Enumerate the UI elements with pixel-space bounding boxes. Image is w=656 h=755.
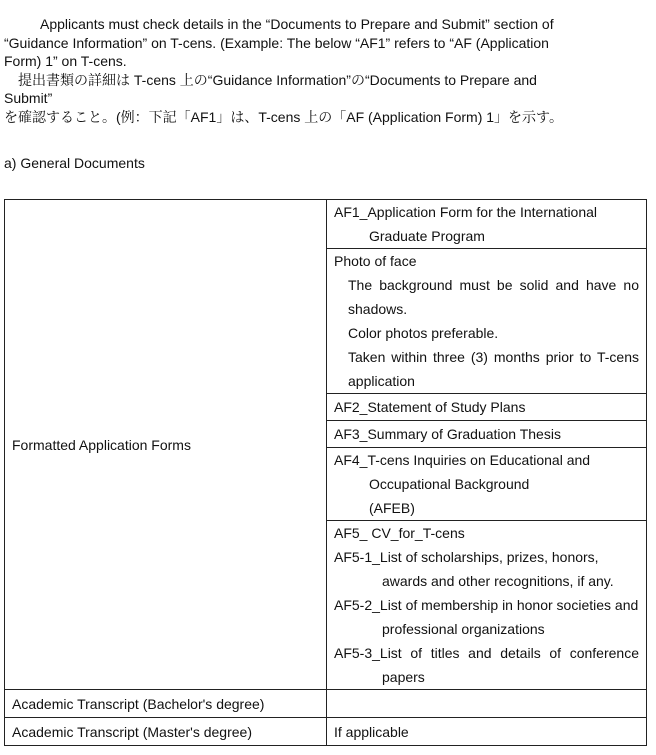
- table-row: [5, 690, 647, 718]
- master-transcript-label: Academic Transcript (Master's degree): [5, 718, 327, 746]
- af5-3-line-1: AF5-3_List of titles and details of conference: [334, 645, 639, 661]
- af5-3-line-2: papers: [382, 669, 425, 685]
- af1-line-1: AF1_Application Form for the International: [334, 204, 598, 220]
- af5-1-line-2: awards and other recognitions, if any.: [382, 573, 614, 589]
- af5-cell: [327, 521, 647, 690]
- photo-title: Photo of face: [334, 253, 417, 269]
- bachelor-transcript-label: Academic Transcript (Bachelor's degree): [5, 690, 327, 718]
- intro-ja-line-3: を確認すること。(例：下記「AF1」は、T-cens 上の「AF (Application Form) 1」を示す。: [4, 108, 563, 125]
- af5-2-line-2: professional organizations: [382, 621, 545, 637]
- photo-req-2: Color photos preferable.: [348, 325, 499, 341]
- intro-text: [4, 15, 644, 126]
- photo-req-3: Taken within three (3) months prior to T-cens: [348, 349, 639, 365]
- af1-line-2: Graduate Program: [369, 228, 485, 244]
- af3-cell: AF3_Summary of Graduation Thesis: [327, 421, 647, 448]
- intro-ja-line-1: 提出書類の詳細は T-cens 上の“Guidance Information”の“Documents to Prepare and: [18, 71, 537, 88]
- af4-line-2: Occupational Background: [369, 476, 530, 492]
- table-row: [5, 200, 647, 249]
- intro-en-line-3: Form) 1” on T-cens.: [4, 53, 127, 69]
- documents-table: [4, 199, 647, 746]
- af5-1-line-1: AF5-1_List of scholarships, prizes, honors,: [334, 549, 599, 565]
- section-title: a) General Documents: [4, 155, 145, 171]
- af2-cell: AF2_Statement of Study Plans: [327, 394, 647, 421]
- photo-cell: [327, 249, 647, 394]
- af4-line-3: (AFEB): [369, 500, 415, 516]
- af5-2-line-1: AF5-2_List of membership in honor societies and: [334, 597, 639, 613]
- af5-cv: AF5_ CV_for_T-cens: [334, 525, 465, 541]
- intro-en-line-1: Applicants must check details in the “Documents to Prepare and Submit” section of: [40, 16, 554, 32]
- af4-line-1: AF4_T-cens Inquiries on Educational and: [334, 452, 591, 468]
- master-transcript-value: If applicable: [327, 718, 647, 746]
- table-row: [5, 718, 647, 746]
- bachelor-transcript-value: [327, 690, 647, 718]
- af1-cell: [327, 200, 647, 249]
- photo-req-1: The background must be solid and have no: [348, 277, 639, 293]
- intro-en-line-2: “Guidance Information” on T-cens. (Example: The below “AF1” refers to “AF (Application: [4, 34, 549, 51]
- photo-req-3b: application: [348, 373, 415, 389]
- formatted-forms-label: Formatted Application Forms: [5, 200, 327, 690]
- intro-ja-line-2: Submit”: [4, 90, 53, 106]
- photo-req-1b: shadows.: [348, 301, 408, 317]
- af4-cell: [327, 448, 647, 521]
